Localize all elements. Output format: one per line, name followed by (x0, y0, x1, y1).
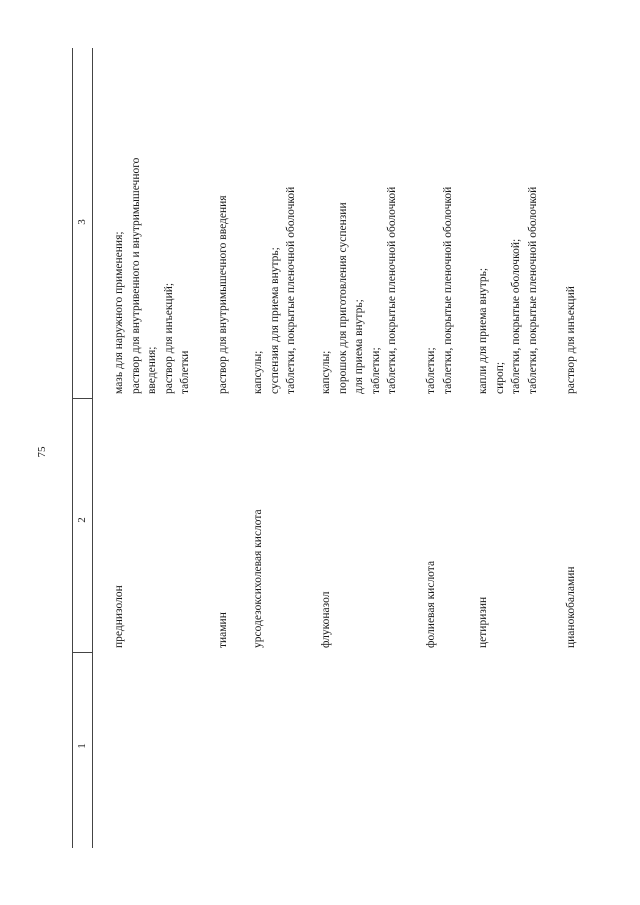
dosage-forms: капсулы; порошок для приготовления суспензии для приема внутрь; таблетки; таблетки, покрытые пленочной оболочкой (320, 186, 398, 394)
column-header-3: 3 (76, 219, 88, 225)
drug-name: цианокобаламин (565, 566, 577, 648)
column-header-2: 2 (76, 517, 88, 523)
table-top-border (72, 48, 73, 848)
drug-name: фолиевая кислота (425, 560, 437, 648)
column-header-1: 1 (76, 743, 88, 749)
column-divider-1-2 (72, 652, 92, 653)
dosage-forms: капли для приема внутрь; сироп; таблетки, покрытые оболочкой; таблетки, покрытые пленочной оболочкой (477, 186, 539, 394)
dosage-forms: капсулы; суспензия для приема внутрь; таблетки, покрытые пленочной оболочкой (252, 186, 297, 394)
drug-name: цетиризин (477, 596, 489, 648)
page-number: 75 (36, 446, 48, 458)
drug-name: урсодезоксихолевая кислота (252, 509, 264, 648)
dosage-forms: таблетки; таблетки, покрытые пленочной оболочкой (425, 186, 454, 394)
drug-name: тиамин (217, 612, 229, 648)
table-header-bottom-border (92, 48, 93, 848)
column-divider-2-3 (72, 398, 92, 399)
drug-name: флуконазол (320, 591, 332, 648)
dosage-forms: раствор для инъекций (565, 286, 577, 394)
dosage-forms: мазь для наружного применения; раствор для внутривенного и внутримышечного введения; раствор для инъекций; таблетки (113, 157, 191, 394)
drug-name: преднизолон (113, 585, 125, 648)
dosage-forms: раствор для внутримышечного введения (217, 195, 229, 394)
